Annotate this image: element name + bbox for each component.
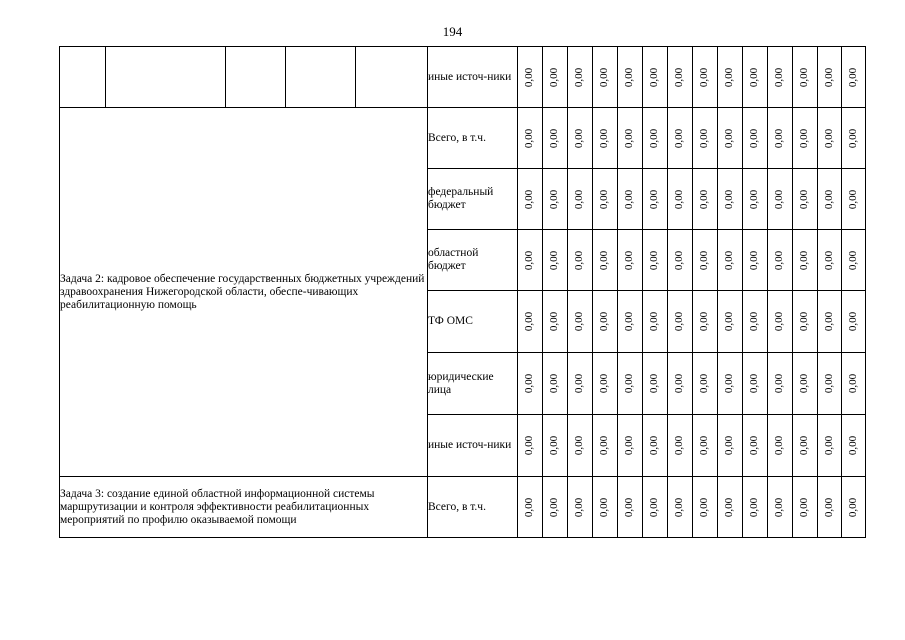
value-text: 0,00	[573, 250, 586, 270]
value-text: 0,00	[548, 497, 561, 517]
value-text: 0,00	[648, 250, 661, 270]
value-text: 0,00	[573, 311, 586, 332]
value-cell	[743, 230, 768, 291]
value-text: 0,00	[673, 67, 686, 87]
value-cell	[568, 169, 593, 230]
value-text: 0,00	[723, 373, 736, 394]
value-text: 0,00	[698, 189, 711, 209]
value-text: 0,00	[673, 250, 686, 270]
value-cell	[743, 477, 768, 538]
value-text: 0,00	[648, 67, 661, 87]
value-text: 0,00	[573, 67, 586, 87]
value-cell	[668, 230, 693, 291]
value-cell	[593, 108, 618, 169]
value-cell	[593, 353, 618, 415]
value-text: 0,00	[523, 435, 536, 456]
value-cell	[568, 230, 593, 291]
value-cell	[668, 47, 693, 108]
value-text: 0,00	[823, 311, 835, 332]
value-text: 0,00	[623, 435, 636, 456]
value-text: 0,00	[523, 250, 536, 270]
value-text: 0,00	[748, 250, 761, 270]
value-text: 0,00	[648, 311, 661, 332]
value-cell	[793, 477, 818, 538]
empty-cell	[356, 47, 428, 108]
value-text: 0,00	[598, 435, 611, 456]
page-number: 194	[442, 24, 463, 39]
value-cell	[593, 47, 618, 108]
value-cell	[718, 169, 743, 230]
value-cell	[818, 47, 842, 108]
value-cell	[643, 291, 668, 353]
value-text: 0,00	[798, 311, 811, 332]
value-cell	[643, 108, 668, 169]
value-cell	[718, 477, 743, 538]
value-cell	[543, 169, 568, 230]
value-text: 0,00	[798, 128, 811, 148]
value-cell	[693, 291, 718, 353]
table-row	[60, 108, 866, 169]
value-cell	[518, 108, 543, 169]
value-text: 0,00	[748, 311, 761, 332]
value-text: 0,00	[623, 373, 636, 394]
value-text: 0,00	[523, 189, 536, 209]
value-text: 0,00	[648, 497, 661, 517]
value-cell	[718, 291, 743, 353]
value-text: 0,00	[823, 189, 835, 209]
value-cell	[568, 291, 593, 353]
value-cell	[768, 353, 793, 415]
value-text: 0,00	[723, 189, 736, 209]
value-text: 0,00	[548, 373, 561, 394]
value-text: 0,00	[548, 67, 561, 87]
value-text: 0,00	[723, 128, 736, 148]
value-text: 0,00	[847, 497, 859, 517]
value-text: 0,00	[548, 250, 561, 270]
value-cell	[718, 108, 743, 169]
value-text: 0,00	[748, 128, 761, 148]
value-cell	[693, 108, 718, 169]
value-text: 0,00	[748, 435, 761, 456]
value-text: 0,00	[723, 435, 736, 456]
value-cell	[618, 230, 643, 291]
value-text: 0,00	[773, 435, 786, 456]
value-cell	[818, 477, 842, 538]
value-cell	[793, 169, 818, 230]
value-text: 0,00	[723, 67, 736, 87]
value-text: 0,00	[623, 497, 636, 517]
value-cell	[568, 47, 593, 108]
value-text: 0,00	[673, 311, 686, 332]
value-cell	[842, 108, 866, 169]
value-cell	[842, 291, 866, 353]
value-text: 0,00	[698, 67, 711, 87]
value-text: 0,00	[698, 373, 711, 394]
value-text: 0,00	[798, 189, 811, 209]
value-cell	[543, 230, 568, 291]
value-cell	[568, 353, 593, 415]
funding-source: областной бюджет	[428, 230, 518, 291]
value-text: 0,00	[847, 373, 859, 394]
value-cell	[818, 353, 842, 415]
value-cell	[618, 415, 643, 477]
value-cell	[718, 353, 743, 415]
value-text: 0,00	[573, 189, 586, 209]
value-text: 0,00	[523, 67, 536, 87]
value-cell	[743, 291, 768, 353]
value-text: 0,00	[523, 128, 536, 148]
value-cell	[643, 415, 668, 477]
value-cell	[593, 230, 618, 291]
value-cell	[618, 47, 643, 108]
empty-cell	[106, 47, 226, 108]
value-cell	[643, 169, 668, 230]
value-text: 0,00	[823, 373, 835, 394]
value-text: 0,00	[673, 373, 686, 394]
value-cell	[768, 415, 793, 477]
value-cell	[743, 415, 768, 477]
value-text: 0,00	[623, 250, 636, 270]
value-cell	[618, 169, 643, 230]
value-cell	[593, 415, 618, 477]
value-text: 0,00	[773, 189, 786, 209]
value-text: 0,00	[798, 67, 811, 87]
value-cell	[768, 230, 793, 291]
value-cell	[543, 477, 568, 538]
value-text: 0,00	[698, 435, 711, 456]
value-text: 0,00	[648, 435, 661, 456]
value-text: 0,00	[673, 435, 686, 456]
value-cell	[518, 353, 543, 415]
value-cell	[668, 108, 693, 169]
value-text: 0,00	[548, 311, 561, 332]
value-text: 0,00	[723, 497, 736, 517]
value-cell	[743, 108, 768, 169]
value-text: 0,00	[748, 67, 761, 87]
value-cell	[643, 477, 668, 538]
value-cell	[793, 291, 818, 353]
value-cell	[842, 169, 866, 230]
budget-table	[59, 46, 866, 538]
value-cell	[593, 291, 618, 353]
value-text: 0,00	[673, 128, 686, 148]
value-text: 0,00	[723, 311, 736, 332]
funding-source: иные источ-ники	[428, 47, 518, 108]
value-text: 0,00	[523, 373, 536, 394]
value-cell	[543, 353, 568, 415]
value-cell	[718, 230, 743, 291]
value-text: 0,00	[748, 373, 761, 394]
value-cell	[618, 353, 643, 415]
value-cell	[793, 108, 818, 169]
value-cell	[518, 291, 543, 353]
value-text: 0,00	[823, 250, 835, 270]
value-text: 0,00	[823, 67, 835, 87]
value-text: 0,00	[623, 311, 636, 332]
value-text: 0,00	[823, 497, 835, 517]
empty-cell	[286, 47, 356, 108]
value-cell	[618, 477, 643, 538]
value-cell	[793, 415, 818, 477]
value-cell	[568, 477, 593, 538]
value-text: 0,00	[773, 373, 786, 394]
value-text: 0,00	[773, 67, 786, 87]
value-cell	[768, 169, 793, 230]
empty-cell	[60, 47, 106, 108]
value-cell	[593, 169, 618, 230]
value-cell	[668, 353, 693, 415]
value-text: 0,00	[748, 497, 761, 517]
value-text: 0,00	[598, 189, 611, 209]
value-text: 0,00	[798, 373, 811, 394]
value-cell	[718, 415, 743, 477]
value-cell	[693, 230, 718, 291]
value-cell	[743, 169, 768, 230]
value-text: 0,00	[673, 189, 686, 209]
value-text: 0,00	[847, 67, 859, 87]
value-text: 0,00	[573, 435, 586, 456]
value-cell	[743, 47, 768, 108]
value-text: 0,00	[573, 497, 586, 517]
value-text: 0,00	[548, 435, 561, 456]
value-cell	[643, 230, 668, 291]
value-cell	[818, 415, 842, 477]
value-cell	[718, 47, 743, 108]
value-cell	[668, 291, 693, 353]
value-text: 0,00	[847, 435, 859, 456]
value-cell	[842, 47, 866, 108]
task-title: Задача 3: создание единой областной информационной системы маршрутизации и контроля эффективности реабилитационных мероприятий по профилю оказываемой помощи	[60, 477, 428, 538]
value-text: 0,00	[823, 435, 835, 456]
value-text: 0,00	[623, 128, 636, 148]
value-text: 0,00	[698, 128, 711, 148]
value-cell	[518, 477, 543, 538]
value-text: 0,00	[648, 373, 661, 394]
value-text: 0,00	[773, 497, 786, 517]
value-text: 0,00	[548, 128, 561, 148]
value-text: 0,00	[773, 250, 786, 270]
value-cell	[668, 415, 693, 477]
value-text: 0,00	[823, 128, 835, 148]
value-text: 0,00	[798, 497, 811, 517]
value-cell	[618, 291, 643, 353]
value-text: 0,00	[648, 128, 661, 148]
value-text: 0,00	[598, 67, 611, 87]
value-text: 0,00	[573, 128, 586, 148]
value-cell	[693, 477, 718, 538]
value-cell	[818, 169, 842, 230]
value-text: 0,00	[773, 128, 786, 148]
value-text: 0,00	[748, 189, 761, 209]
value-text: 0,00	[598, 311, 611, 332]
value-cell	[768, 477, 793, 538]
value-text: 0,00	[723, 250, 736, 270]
value-cell	[818, 230, 842, 291]
value-cell	[518, 47, 543, 108]
value-cell	[818, 108, 842, 169]
funding-source: ТФ ОМС	[428, 291, 518, 353]
value-cell	[643, 47, 668, 108]
value-cell	[793, 47, 818, 108]
value-text: 0,00	[598, 373, 611, 394]
funding-source: федеральный бюджет	[428, 169, 518, 230]
value-text: 0,00	[698, 311, 711, 332]
value-cell	[768, 47, 793, 108]
value-cell	[743, 353, 768, 415]
value-text: 0,00	[847, 311, 859, 332]
value-cell	[543, 415, 568, 477]
value-cell	[693, 415, 718, 477]
value-text: 0,00	[523, 497, 536, 517]
value-cell	[842, 477, 866, 538]
value-text: 0,00	[847, 250, 859, 270]
funding-source: иные источ-ники	[428, 415, 518, 477]
task-title: Задача 2: кадровое обеспечение государственных бюджетных учреждений здравоохранения Нижегородской области, обеспе-чивающих реабилитационную помощь	[60, 108, 428, 477]
value-cell	[668, 477, 693, 538]
value-text: 0,00	[698, 497, 711, 517]
value-cell	[693, 47, 718, 108]
value-cell	[543, 108, 568, 169]
value-text: 0,00	[598, 497, 611, 517]
value-text: 0,00	[798, 435, 811, 456]
value-text: 0,00	[598, 250, 611, 270]
value-cell	[518, 415, 543, 477]
value-cell	[842, 415, 866, 477]
value-cell	[693, 169, 718, 230]
value-cell	[568, 108, 593, 169]
value-cell	[618, 108, 643, 169]
value-text: 0,00	[847, 128, 859, 148]
value-text: 0,00	[523, 311, 536, 332]
value-cell	[793, 230, 818, 291]
value-text: 0,00	[623, 67, 636, 87]
value-cell	[768, 291, 793, 353]
value-text: 0,00	[798, 250, 811, 270]
value-cell	[818, 291, 842, 353]
value-text: 0,00	[548, 189, 561, 209]
value-text: 0,00	[847, 189, 859, 209]
table-row	[60, 477, 866, 538]
value-cell	[593, 477, 618, 538]
value-text: 0,00	[598, 128, 611, 148]
value-text: 0,00	[773, 311, 786, 332]
value-cell	[543, 47, 568, 108]
value-cell	[568, 415, 593, 477]
empty-cell	[226, 47, 286, 108]
value-text: 0,00	[623, 189, 636, 209]
value-cell	[668, 169, 693, 230]
value-cell	[518, 230, 543, 291]
value-cell	[543, 291, 568, 353]
value-cell	[793, 353, 818, 415]
funding-source: юридические лица	[428, 353, 518, 415]
value-cell	[693, 353, 718, 415]
value-text: 0,00	[698, 250, 711, 270]
funding-source: Всего, в т.ч.	[428, 477, 518, 538]
value-text: 0,00	[648, 189, 661, 209]
value-cell	[768, 108, 793, 169]
value-cell	[643, 353, 668, 415]
value-text: 0,00	[573, 373, 586, 394]
value-text: 0,00	[673, 497, 686, 517]
funding-source: Всего, в т.ч.	[428, 108, 518, 169]
table-row	[60, 47, 866, 108]
value-cell	[842, 230, 866, 291]
value-cell	[842, 353, 866, 415]
value-cell	[518, 169, 543, 230]
